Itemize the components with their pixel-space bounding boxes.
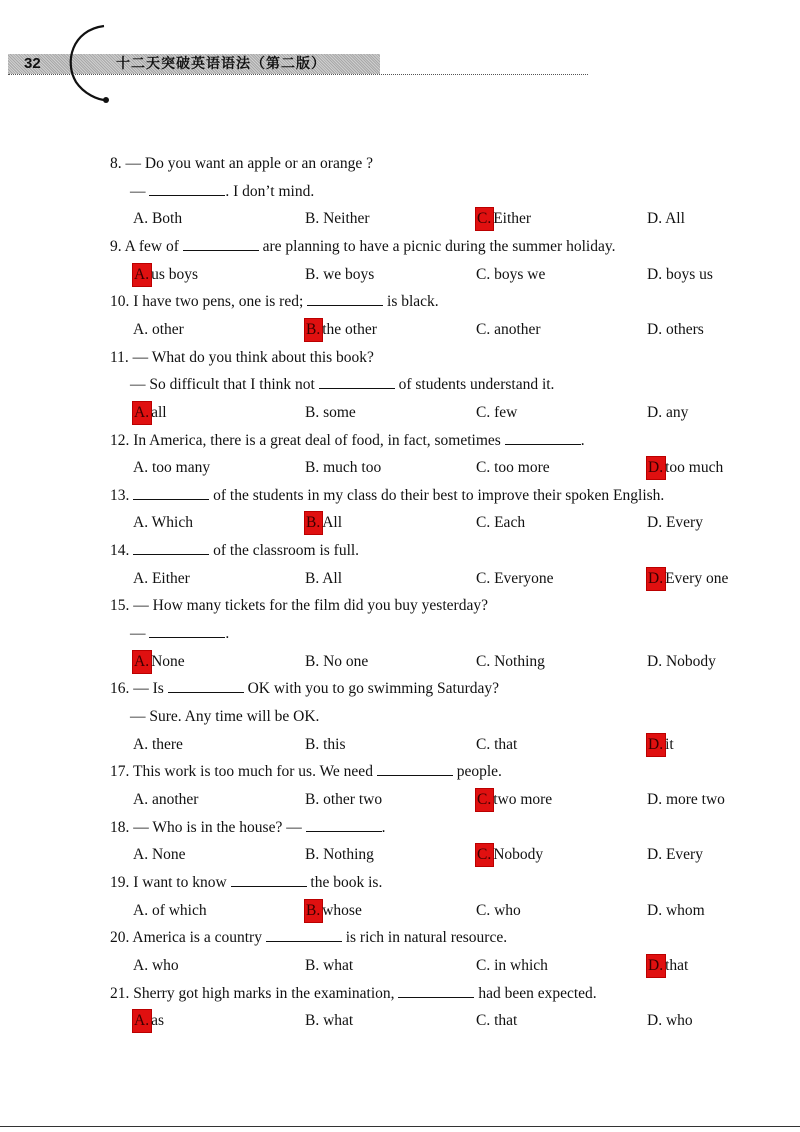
option-text: that [490, 1012, 518, 1029]
stem-text: of the students in my class do their best to improve their spoken English. [209, 487, 665, 504]
option-text: few [490, 404, 518, 421]
option-c[interactable] [476, 789, 552, 811]
option-letter: C. [476, 902, 491, 919]
option-text: another [148, 791, 199, 808]
option-b[interactable] [305, 955, 353, 977]
question-stem: 15. — How many tickets for the film did you buy yesterday? [110, 597, 488, 614]
stem-text: — [130, 625, 150, 642]
option-text: Everyone [490, 570, 554, 587]
option-text: Both [148, 210, 183, 227]
option-text: No one [319, 653, 369, 670]
question-stem [110, 540, 359, 562]
option-text: Either [148, 570, 190, 587]
option-a[interactable] [133, 568, 190, 590]
option-letter: B. [305, 210, 320, 227]
option-c[interactable] [476, 900, 521, 922]
stem-text: — [130, 183, 150, 200]
question-stem [110, 236, 615, 258]
question-stem [110, 761, 502, 783]
option-letter: A. [133, 321, 149, 338]
stem-text: . [580, 432, 585, 449]
option-a[interactable] [133, 734, 183, 756]
option-letter: C. [476, 736, 491, 753]
option-letter: C. [476, 957, 491, 974]
option-text: that [490, 736, 518, 753]
option-d[interactable] [647, 1010, 693, 1032]
option-text: this [319, 736, 346, 753]
option-letter: A. [133, 570, 149, 587]
option-b[interactable] [305, 512, 342, 534]
option-letter: A. [133, 902, 149, 919]
option-b[interactable] [305, 402, 356, 424]
option-b[interactable] [305, 319, 377, 341]
option-d[interactable] [647, 900, 705, 922]
option-a[interactable] [133, 512, 193, 534]
question-stem: 11. — What do you think about this book? [110, 349, 374, 366]
option-text: whose [322, 902, 362, 919]
answer-blank [149, 623, 225, 638]
option-text: Every one [665, 570, 729, 587]
answer-blank [168, 678, 244, 693]
option-text: in which [490, 957, 548, 974]
stem-text: — So difficult that I think not [130, 376, 319, 393]
option-text: others [662, 321, 704, 338]
answer-blank [306, 817, 382, 832]
question-stem [110, 291, 439, 313]
stem-text: . I don’t mind. [225, 183, 315, 200]
option-letter: D. [647, 210, 663, 227]
question-subline [130, 181, 314, 203]
option-a[interactable] [133, 844, 186, 866]
option-letter: B. [305, 653, 320, 670]
answer-blank [398, 983, 474, 998]
option-letter: D. [647, 791, 663, 808]
stem-text: 21. Sherry got high marks in the examination, [110, 985, 399, 1002]
option-text: whom [662, 902, 705, 919]
option-d[interactable] [647, 844, 703, 866]
option-text: it [665, 736, 674, 753]
selected-answer-mark: A. [133, 1010, 151, 1032]
option-d[interactable] [647, 734, 674, 756]
option-d[interactable] [647, 457, 723, 479]
option-letter: D. [647, 1012, 663, 1029]
option-letter: A. [133, 791, 149, 808]
selected-answer-mark: A. [133, 264, 151, 286]
stem-text: . [225, 625, 230, 642]
selected-answer-mark: D. [647, 955, 665, 977]
option-text: some [319, 404, 356, 421]
option-letter: C. [476, 321, 491, 338]
option-letter: B. [305, 736, 320, 753]
option-a[interactable] [133, 208, 182, 230]
option-letter: A. [133, 957, 149, 974]
option-d[interactable] [647, 651, 716, 673]
option-text: the other [322, 321, 377, 338]
option-text: None [151, 653, 185, 670]
answer-blank [231, 872, 307, 887]
option-a[interactable] [133, 651, 185, 673]
question-stem [110, 485, 664, 507]
option-a[interactable] [133, 900, 207, 922]
option-c[interactable] [476, 734, 517, 756]
answer-blank [307, 291, 383, 306]
bottom-rule [0, 1126, 800, 1127]
book-title: 十二天突破英语语法（第二版） [116, 56, 326, 72]
option-text: all [151, 404, 167, 421]
stem-text: 16. — Is [110, 680, 168, 697]
option-letter: D. [647, 846, 663, 863]
option-c[interactable] [476, 955, 548, 977]
answer-blank [149, 181, 225, 196]
header-arc-decoration [62, 22, 122, 106]
question-stem [110, 678, 499, 700]
option-text: All [319, 570, 343, 587]
option-a[interactable] [133, 789, 198, 811]
option-b[interactable] [305, 900, 362, 922]
option-a[interactable] [133, 264, 198, 286]
option-text: another [490, 321, 541, 338]
stem-text: 14. [110, 542, 134, 559]
option-text: us boys [151, 266, 199, 283]
option-letter: D. [647, 266, 663, 283]
selected-answer-mark: A. [133, 402, 151, 424]
option-text: two more [493, 791, 553, 808]
option-letter: B. [305, 459, 320, 476]
option-letter: A. [133, 210, 149, 227]
option-letter: B. [305, 404, 320, 421]
question-stem [110, 983, 597, 1005]
option-text: what [319, 1012, 354, 1029]
option-text: None [148, 846, 186, 863]
question-stem [110, 817, 385, 839]
stem-text: . [381, 819, 386, 836]
option-letter: D. [647, 321, 663, 338]
stem-text: 20. America is a country [110, 929, 266, 946]
option-text: much too [319, 459, 382, 476]
answer-blank [377, 761, 453, 776]
option-letter: A. [133, 514, 149, 531]
option-text: who [148, 957, 179, 974]
option-text: Every [662, 514, 703, 531]
option-c[interactable] [476, 844, 543, 866]
option-c[interactable] [476, 319, 541, 341]
option-letter: D. [647, 404, 663, 421]
answer-blank [266, 927, 342, 942]
option-text: All [662, 210, 685, 227]
answer-blank [505, 430, 581, 445]
option-letter: B. [305, 846, 320, 863]
option-text: who [662, 1012, 693, 1029]
option-text: Nobody [662, 653, 716, 670]
stem-text: is rich in natural resource. [341, 929, 508, 946]
option-text: any [662, 404, 689, 421]
option-letter: C. [476, 653, 491, 670]
option-letter: B. [305, 570, 320, 587]
selected-answer-mark: C. [476, 789, 493, 811]
question-stem: 8. — Do you want an apple or an orange ? [110, 155, 373, 172]
question-subline [130, 623, 229, 645]
stem-text: 12. In America, there is a great deal of food, in fact, sometimes [110, 432, 505, 449]
selected-answer-mark: D. [647, 568, 665, 590]
option-c[interactable] [476, 512, 525, 534]
option-text: Neither [319, 210, 370, 227]
option-text: boys us [662, 266, 713, 283]
option-text: too many [148, 459, 211, 476]
option-a[interactable] [133, 1010, 164, 1032]
option-letter: C. [476, 404, 491, 421]
question-stem [110, 872, 382, 894]
option-text: All [322, 514, 343, 531]
question-subline [130, 374, 554, 396]
option-a[interactable] [133, 955, 179, 977]
selected-answer-mark: B. [305, 319, 322, 341]
option-d[interactable] [647, 264, 713, 286]
option-a[interactable] [133, 319, 184, 341]
option-c[interactable] [476, 568, 553, 590]
option-c[interactable] [476, 402, 517, 424]
option-b[interactable] [305, 789, 382, 811]
answer-blank [133, 540, 209, 555]
stem-text: 19. I want to know [110, 874, 231, 891]
option-text: Nobody [493, 846, 544, 863]
option-text: of which [148, 902, 207, 919]
question-subline [130, 706, 319, 728]
option-a[interactable] [133, 457, 210, 479]
option-text: too more [490, 459, 550, 476]
option-letter: C. [476, 1012, 491, 1029]
option-c[interactable] [476, 264, 545, 286]
option-letter: B. [305, 957, 320, 974]
selected-answer-mark: A. [133, 651, 151, 673]
option-text: that [665, 957, 689, 974]
stem-text: people. [452, 763, 502, 780]
option-d[interactable] [647, 789, 725, 811]
option-letter: D. [647, 902, 663, 919]
selected-answer-mark: C. [476, 208, 493, 230]
stem-text: 18. — Who is in the house? — [110, 819, 306, 836]
question-stem [110, 927, 507, 949]
option-letter: C. [476, 459, 491, 476]
stem-text: — Sure. Any time will be OK. [130, 708, 320, 725]
option-d[interactable] [647, 512, 703, 534]
stem-text: are planning to have a picnic during the summer holiday. [258, 238, 616, 255]
option-b[interactable] [305, 1010, 353, 1032]
option-b[interactable] [305, 457, 381, 479]
stem-text: the book is. [306, 874, 383, 891]
option-b[interactable] [305, 264, 374, 286]
stem-text: of the classroom is full. [209, 542, 360, 559]
option-b[interactable] [305, 651, 368, 673]
option-text: Either [493, 210, 532, 227]
option-b[interactable] [305, 844, 374, 866]
option-text: too much [665, 459, 724, 476]
option-letter: C. [476, 266, 491, 283]
selected-answer-mark: C. [476, 844, 493, 866]
option-b[interactable] [305, 568, 342, 590]
option-letter: A. [133, 846, 149, 863]
option-letter: B. [305, 266, 320, 283]
option-c[interactable] [476, 457, 550, 479]
option-text: other [148, 321, 184, 338]
option-text: Nothing [319, 846, 374, 863]
question-stem [110, 430, 585, 452]
option-b[interactable] [305, 734, 346, 756]
stem-text: 10. I have two pens, one is red; [110, 293, 308, 310]
selected-answer-mark: B. [305, 512, 322, 534]
option-text: as [151, 1012, 164, 1029]
option-text: there [148, 736, 183, 753]
option-c[interactable] [476, 1010, 517, 1032]
answer-blank [319, 374, 395, 389]
stem-text: had been expected. [474, 985, 597, 1002]
option-letter: D. [647, 514, 663, 531]
answer-blank [133, 485, 209, 500]
option-text: Which [148, 514, 193, 531]
option-letter: C. [476, 514, 491, 531]
answer-blank [183, 236, 259, 251]
stem-text: 9. A few of [110, 238, 183, 255]
option-text: boys we [490, 266, 546, 283]
option-text: we boys [319, 266, 375, 283]
option-letter: B. [305, 791, 320, 808]
option-letter: D. [647, 653, 663, 670]
option-text: Each [490, 514, 526, 531]
option-c[interactable] [476, 651, 545, 673]
option-text: other two [319, 791, 383, 808]
option-text: what [319, 957, 354, 974]
option-d[interactable] [647, 402, 688, 424]
option-text: more two [662, 791, 725, 808]
stem-text: 17. This work is too much for us. We need [110, 763, 377, 780]
selected-answer-mark: D. [647, 457, 665, 479]
option-c[interactable] [476, 208, 531, 230]
option-text: who [490, 902, 521, 919]
option-letter: A. [133, 736, 149, 753]
stem-text: 13. [110, 487, 134, 504]
option-letter: C. [476, 570, 491, 587]
selected-answer-mark: B. [305, 900, 322, 922]
option-d[interactable] [647, 955, 688, 977]
option-letter: A. [133, 459, 149, 476]
option-d[interactable] [647, 319, 704, 341]
stem-text: OK with you to go swimming Saturday? [243, 680, 500, 697]
option-d[interactable] [647, 568, 728, 590]
selected-answer-mark: D. [647, 734, 665, 756]
option-d[interactable] [647, 208, 685, 230]
option-a[interactable] [133, 402, 167, 424]
page-number: 32 [24, 55, 41, 72]
option-text: Every [662, 846, 703, 863]
option-b[interactable] [305, 208, 370, 230]
stem-text: is black. [383, 293, 439, 310]
stem-text: of students understand it. [394, 376, 555, 393]
option-letter: B. [305, 1012, 320, 1029]
option-text: Nothing [490, 653, 545, 670]
